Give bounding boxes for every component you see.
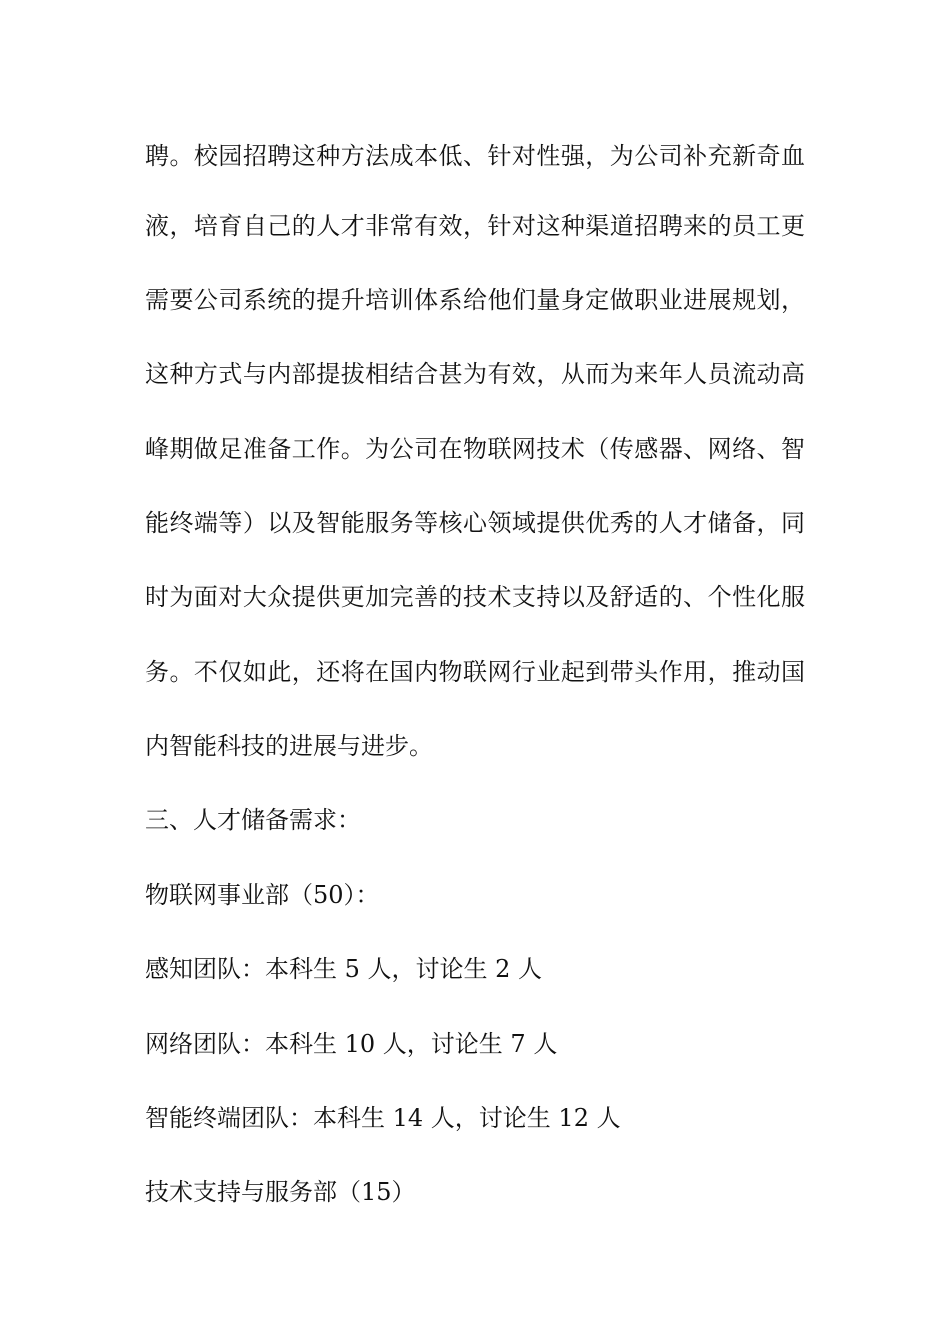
department-heading: 物联网事业部（50）： (145, 881, 380, 909)
paragraph-line: 能终端等）以及智能服务等核心领域提供优秀的人才储备，同 (145, 509, 805, 537)
paragraph-line: 聘。校园招聘这种方法成本低、针对性强，为公司补充新奇血 (145, 142, 805, 170)
team-line: 网络团队：本科生 10 人，讨论生 7 人 (145, 1030, 558, 1058)
paragraph-line: 务。不仅如此，还将在国内物联网行业起到带头作用，推动国 (145, 658, 805, 686)
team-line: 感知团队：本科生 5 人，讨论生 2 人 (145, 955, 543, 983)
paragraph-line: 内智能科技的进展与进步。 (145, 732, 433, 760)
paragraph-line: 峰期做足准备工作。为公司在物联网技术（传感器、网络、智 (145, 435, 805, 463)
paragraph-line: 需要公司系统的提升培训体系给他们量身定做职业进展规划， (145, 286, 805, 314)
team-line: 智能终端团队：本科生 14 人，讨论生 12 人 (145, 1104, 621, 1132)
paragraph-line: 时为面对大众提供更加完善的技术支持以及舒适的、个性化服 (145, 583, 805, 611)
paragraph-line: 这种方式与内部提拔相结合甚为有效，从而为来年人员流动高 (145, 360, 805, 388)
department-heading: 技术支持与服务部（15） (145, 1178, 416, 1206)
paragraph-line: 液，培育自己的人才非常有效，针对这种渠道招聘来的员工更 (145, 212, 805, 240)
section-heading: 三、人才储备需求： (145, 806, 361, 834)
